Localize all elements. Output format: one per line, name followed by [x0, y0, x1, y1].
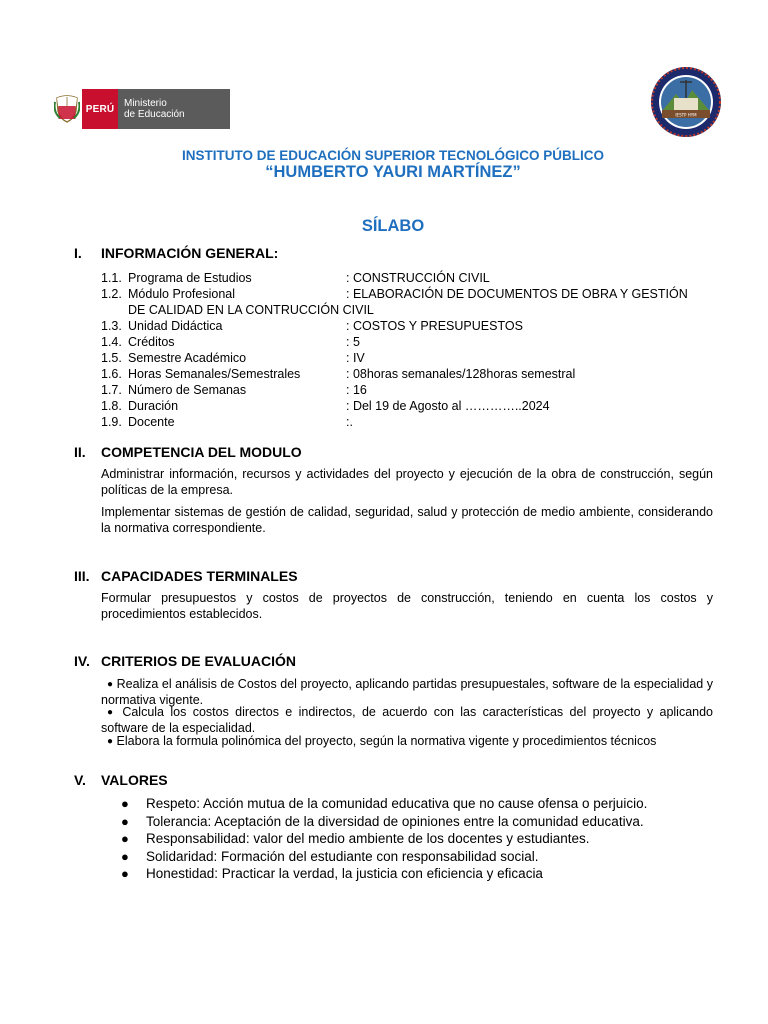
info-value: : CONSTRUCCIÓN CIVIL	[346, 271, 490, 285]
bullet-icon: ●	[107, 707, 116, 718]
info-value: :.	[346, 415, 353, 429]
peru-label: PERÚ	[82, 89, 118, 129]
criterio-item	[101, 734, 713, 750]
section-5-title: VALORES	[101, 772, 168, 788]
bullet-icon: ●	[121, 849, 129, 864]
document-title: SÍLABO	[361, 217, 425, 235]
criterio-text: Elabora la formula polinómica del proyecto, según la normativa vigente y procedimientos técnicos	[116, 734, 657, 748]
bullet-icon: ●	[121, 831, 129, 846]
info-label: Duración	[128, 399, 179, 413]
ministerio-line-1: Ministerio	[124, 98, 167, 109]
valor-text: Respeto: Acción mutua de la comunidad educativa que no cause ofensa o perjuicio.	[146, 796, 648, 811]
info-label: Módulo Profesional	[128, 287, 236, 301]
section-4-title: CRITERIOS DE EVALUACIÓN	[101, 653, 296, 669]
institution-type: INSTITUTO DE EDUCACIÓN SUPERIOR TECNOLÓGICO PÚBLICO	[181, 148, 605, 163]
info-number: 1.2.	[101, 287, 122, 301]
info-value: : ELABORACIÓN DE DOCUMENTOS DE OBRA Y GESTIÓN	[346, 287, 688, 301]
valor-text: Solidaridad: Formación del estudiante con responsabilidad social.	[146, 849, 539, 864]
info-label: DE CALIDAD EN LA CONTRUCCIÓN CIVIL	[128, 303, 374, 317]
bullet-icon: ●	[121, 796, 129, 811]
info-number: 1.4.	[101, 335, 122, 349]
section-5-number: V.	[74, 772, 86, 788]
info-value: : IV	[346, 351, 365, 365]
institution-name: “HUMBERTO YAURI MARTÍNEZ”	[265, 163, 521, 181]
info-number: 1.5.	[101, 351, 122, 365]
info-value: : 08horas semanales/128horas semestral	[346, 367, 576, 381]
competencia-paragraph-2: Implementar sistemas de gestión de calidad, seguridad, salud y protección de medio ambiente, considerando la normativa correspondiente.	[101, 505, 713, 535]
valor-text: Honestidad: Practicar la verdad, la justicia con eficiencia y eficacia	[146, 866, 543, 881]
competencia-paragraph-1: Administrar información, recursos y actividades del proyecto y ejecución de la obra de construcción, según políticas de la empresa.	[101, 467, 713, 497]
institute-seal-logo	[650, 66, 722, 138]
svg-text:IESTP HYM: IESTP HYM	[675, 112, 697, 118]
info-label: Número de Semanas	[128, 383, 247, 397]
section-2-number: II.	[74, 444, 86, 460]
ministerio-educacion-logo	[52, 89, 230, 129]
criterio-text: Realiza el análisis de Costos del proyecto, aplicando partidas presupuestales, software de la especialidad y normativa vigente.	[101, 677, 714, 707]
valor-text: Tolerancia: Aceptación de la diversidad de opiniones entre la comunidad educativa.	[146, 814, 644, 829]
info-value: : 16	[346, 383, 367, 397]
ministerio-label	[118, 89, 230, 129]
info-number: 1.1.	[101, 271, 122, 285]
bullet-icon: ●	[121, 866, 129, 881]
info-value: : 5	[346, 335, 360, 349]
valor-text: Responsabilidad: valor del medio ambiente de los docentes y estudiantes.	[146, 831, 590, 846]
section-4-number: IV.	[74, 653, 90, 669]
info-label: Horas Semanales/Semestrales	[128, 367, 301, 381]
info-number: 1.9.	[101, 415, 122, 429]
criterio-item	[101, 677, 713, 707]
bullet-icon: ●	[107, 736, 114, 747]
info-value: : COSTOS Y PRESUPUESTOS	[346, 319, 523, 333]
info-number: 1.6.	[101, 367, 122, 381]
info-label: Programa de Estudios	[128, 271, 252, 285]
bullet-icon: ●	[121, 814, 129, 829]
peru-coat-of-arms-icon	[52, 89, 82, 129]
bullet-icon: ●	[107, 679, 114, 690]
criterio-item	[101, 705, 713, 735]
section-2-title: COMPETENCIA DEL MODULO	[101, 444, 302, 460]
info-number: 1.3.	[101, 319, 122, 333]
info-label: Docente	[128, 415, 175, 429]
capacidades-paragraph: Formular presupuestos y costos de proyectos de construcción, teniendo en cuenta los costos y procedimientos establecidos.	[101, 591, 713, 621]
info-label: Unidad Didáctica	[128, 319, 223, 333]
info-label: Semestre Académico	[128, 351, 247, 365]
ministerio-line-2: de Educación	[124, 109, 185, 120]
info-number: 1.7.	[101, 383, 122, 397]
section-3-number: III.	[74, 568, 90, 584]
info-number: 1.8.	[101, 399, 122, 413]
section-3-title: CAPACIDADES TERMINALES	[101, 568, 298, 584]
info-value: : Del 19 de Agosto al …………..2024	[346, 399, 550, 413]
section-1-title: INFORMACIÓN GENERAL:	[101, 245, 279, 261]
info-label: Créditos	[128, 335, 175, 349]
section-1-number: I.	[74, 245, 82, 261]
criterio-text: Calcula los costos directos e indirectos, de acuerdo con las características del proyecto y aplicando software de la especialidad.	[101, 705, 714, 735]
